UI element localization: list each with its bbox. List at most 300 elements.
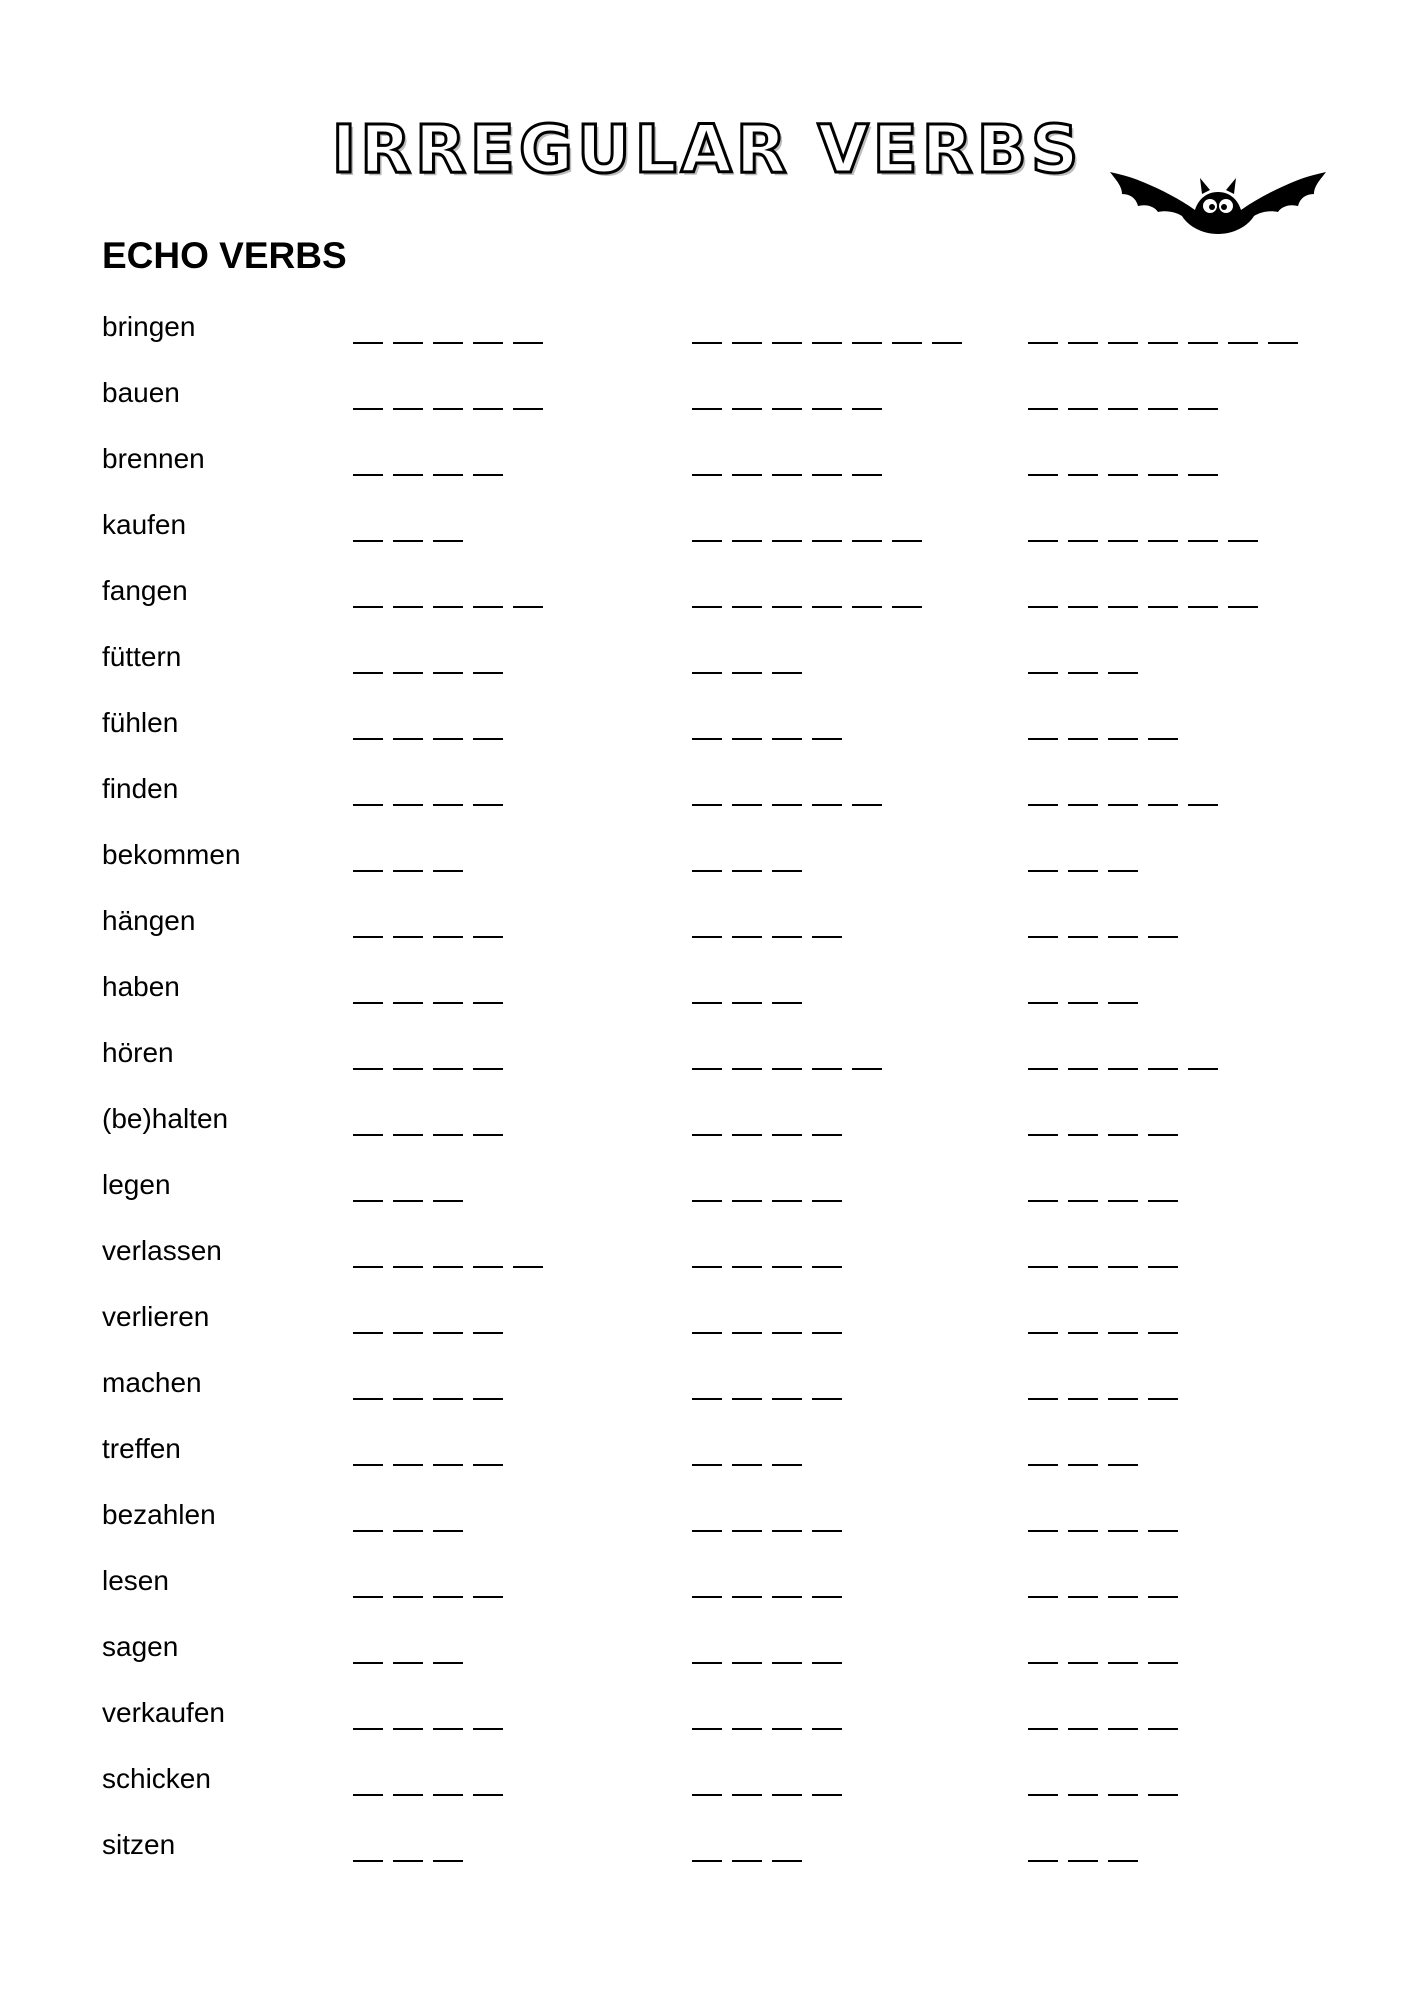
letter-blank[interactable] bbox=[353, 1370, 383, 1400]
letter-blank[interactable] bbox=[772, 1304, 802, 1334]
present-blanks[interactable] bbox=[353, 1766, 513, 1796]
letter-blank[interactable] bbox=[732, 446, 762, 476]
letter-blank[interactable] bbox=[353, 1172, 383, 1202]
letter-blank[interactable] bbox=[1028, 1238, 1058, 1268]
letter-blank[interactable] bbox=[433, 1568, 463, 1598]
letter-blank[interactable] bbox=[1028, 710, 1058, 740]
past-blanks[interactable] bbox=[692, 710, 852, 740]
letter-blank[interactable] bbox=[772, 1040, 802, 1070]
letter-blank[interactable] bbox=[1028, 1172, 1058, 1202]
letter-blank[interactable] bbox=[1148, 1040, 1178, 1070]
letter-blank[interactable] bbox=[1068, 974, 1098, 1004]
letter-blank[interactable] bbox=[772, 974, 802, 1004]
letter-blank[interactable] bbox=[732, 1568, 762, 1598]
letter-blank[interactable] bbox=[433, 842, 463, 872]
letter-blank[interactable] bbox=[433, 1304, 463, 1334]
letter-blank[interactable] bbox=[812, 1568, 842, 1598]
letter-blank[interactable] bbox=[812, 1304, 842, 1334]
letter-blank[interactable] bbox=[1068, 578, 1098, 608]
letter-blank[interactable] bbox=[1068, 1106, 1098, 1136]
letter-blank[interactable] bbox=[393, 1436, 423, 1466]
letter-blank[interactable] bbox=[1028, 578, 1058, 608]
letter-blank[interactable] bbox=[393, 842, 423, 872]
letter-blank[interactable] bbox=[1068, 446, 1098, 476]
letter-blank[interactable] bbox=[473, 578, 503, 608]
past-blanks[interactable] bbox=[692, 1304, 852, 1334]
letter-blank[interactable] bbox=[812, 710, 842, 740]
letter-blank[interactable] bbox=[393, 1568, 423, 1598]
letter-blank[interactable] bbox=[1148, 1634, 1178, 1664]
letter-blank[interactable] bbox=[393, 578, 423, 608]
letter-blank[interactable] bbox=[1108, 314, 1138, 344]
letter-blank[interactable] bbox=[1028, 1040, 1058, 1070]
letter-blank[interactable] bbox=[473, 1106, 503, 1136]
letter-blank[interactable] bbox=[1148, 314, 1178, 344]
letter-blank[interactable] bbox=[353, 380, 383, 410]
letter-blank[interactable] bbox=[513, 314, 543, 344]
letter-blank[interactable] bbox=[1028, 446, 1058, 476]
letter-blank[interactable] bbox=[1108, 776, 1138, 806]
past-blanks[interactable] bbox=[692, 1238, 852, 1268]
letter-blank[interactable] bbox=[1068, 1568, 1098, 1598]
perfect-blanks[interactable] bbox=[1028, 1634, 1188, 1664]
letter-blank[interactable] bbox=[1148, 1172, 1178, 1202]
letter-blank[interactable] bbox=[353, 842, 383, 872]
perfect-blanks[interactable] bbox=[1028, 1568, 1188, 1598]
letter-blank[interactable] bbox=[692, 380, 722, 410]
letter-blank[interactable] bbox=[1148, 710, 1178, 740]
letter-blank[interactable] bbox=[353, 1304, 383, 1334]
letter-blank[interactable] bbox=[812, 1172, 842, 1202]
letter-blank[interactable] bbox=[732, 1238, 762, 1268]
letter-blank[interactable] bbox=[852, 446, 882, 476]
letter-blank[interactable] bbox=[393, 1172, 423, 1202]
letter-blank[interactable] bbox=[1148, 1106, 1178, 1136]
perfect-blanks[interactable] bbox=[1028, 446, 1228, 476]
letter-blank[interactable] bbox=[1188, 512, 1218, 542]
letter-blank[interactable] bbox=[732, 1172, 762, 1202]
letter-blank[interactable] bbox=[1068, 380, 1098, 410]
letter-blank[interactable] bbox=[1148, 1502, 1178, 1532]
letter-blank[interactable] bbox=[1108, 1238, 1138, 1268]
letter-blank[interactable] bbox=[1268, 314, 1298, 344]
letter-blank[interactable] bbox=[692, 710, 722, 740]
letter-blank[interactable] bbox=[732, 1370, 762, 1400]
letter-blank[interactable] bbox=[393, 446, 423, 476]
letter-blank[interactable] bbox=[692, 1832, 722, 1862]
letter-blank[interactable] bbox=[1068, 1436, 1098, 1466]
letter-blank[interactable] bbox=[433, 1436, 463, 1466]
letter-blank[interactable] bbox=[852, 512, 882, 542]
past-blanks[interactable] bbox=[692, 1172, 852, 1202]
letter-blank[interactable] bbox=[393, 512, 423, 542]
letter-blank[interactable] bbox=[1108, 1766, 1138, 1796]
letter-blank[interactable] bbox=[353, 1832, 383, 1862]
perfect-blanks[interactable] bbox=[1028, 1832, 1148, 1862]
letter-blank[interactable] bbox=[1068, 842, 1098, 872]
letter-blank[interactable] bbox=[1228, 512, 1258, 542]
letter-blank[interactable] bbox=[1148, 1568, 1178, 1598]
letter-blank[interactable] bbox=[772, 1766, 802, 1796]
letter-blank[interactable] bbox=[772, 644, 802, 674]
past-blanks[interactable] bbox=[692, 1634, 852, 1664]
letter-blank[interactable] bbox=[393, 974, 423, 1004]
past-blanks[interactable] bbox=[692, 1040, 892, 1070]
letter-blank[interactable] bbox=[1028, 974, 1058, 1004]
letter-blank[interactable] bbox=[1068, 1634, 1098, 1664]
perfect-blanks[interactable] bbox=[1028, 314, 1308, 344]
letter-blank[interactable] bbox=[1028, 776, 1058, 806]
letter-blank[interactable] bbox=[1148, 1238, 1178, 1268]
perfect-blanks[interactable] bbox=[1028, 1238, 1188, 1268]
letter-blank[interactable] bbox=[1108, 1502, 1138, 1532]
letter-blank[interactable] bbox=[1108, 644, 1138, 674]
letter-blank[interactable] bbox=[692, 1238, 722, 1268]
present-blanks[interactable] bbox=[353, 1634, 473, 1664]
letter-blank[interactable] bbox=[473, 1238, 503, 1268]
letter-blank[interactable] bbox=[473, 380, 503, 410]
letter-blank[interactable] bbox=[812, 1700, 842, 1730]
letter-blank[interactable] bbox=[433, 1766, 463, 1796]
letter-blank[interactable] bbox=[473, 446, 503, 476]
letter-blank[interactable] bbox=[772, 1238, 802, 1268]
letter-blank[interactable] bbox=[393, 1634, 423, 1664]
letter-blank[interactable] bbox=[393, 1370, 423, 1400]
letter-blank[interactable] bbox=[1028, 1304, 1058, 1334]
letter-blank[interactable] bbox=[513, 380, 543, 410]
letter-blank[interactable] bbox=[353, 974, 383, 1004]
letter-blank[interactable] bbox=[433, 446, 463, 476]
letter-blank[interactable] bbox=[772, 776, 802, 806]
perfect-blanks[interactable] bbox=[1028, 578, 1268, 608]
letter-blank[interactable] bbox=[772, 1634, 802, 1664]
letter-blank[interactable] bbox=[812, 314, 842, 344]
letter-blank[interactable] bbox=[1108, 842, 1138, 872]
letter-blank[interactable] bbox=[812, 1040, 842, 1070]
letter-blank[interactable] bbox=[772, 512, 802, 542]
letter-blank[interactable] bbox=[732, 710, 762, 740]
letter-blank[interactable] bbox=[353, 1700, 383, 1730]
letter-blank[interactable] bbox=[1108, 710, 1138, 740]
letter-blank[interactable] bbox=[1068, 1172, 1098, 1202]
letter-blank[interactable] bbox=[1108, 1370, 1138, 1400]
letter-blank[interactable] bbox=[473, 1766, 503, 1796]
perfect-blanks[interactable] bbox=[1028, 1040, 1228, 1070]
letter-blank[interactable] bbox=[433, 974, 463, 1004]
letter-blank[interactable] bbox=[393, 314, 423, 344]
letter-blank[interactable] bbox=[1148, 1700, 1178, 1730]
past-blanks[interactable] bbox=[692, 908, 852, 938]
present-blanks[interactable] bbox=[353, 1568, 513, 1598]
letter-blank[interactable] bbox=[513, 578, 543, 608]
present-blanks[interactable] bbox=[353, 1370, 513, 1400]
letter-blank[interactable] bbox=[1148, 512, 1178, 542]
letter-blank[interactable] bbox=[812, 1106, 842, 1136]
letter-blank[interactable] bbox=[732, 1766, 762, 1796]
letter-blank[interactable] bbox=[393, 710, 423, 740]
present-blanks[interactable] bbox=[353, 710, 513, 740]
letter-blank[interactable] bbox=[433, 1700, 463, 1730]
letter-blank[interactable] bbox=[772, 842, 802, 872]
present-blanks[interactable] bbox=[353, 1832, 473, 1862]
letter-blank[interactable] bbox=[1108, 1436, 1138, 1466]
letter-blank[interactable] bbox=[692, 1766, 722, 1796]
letter-blank[interactable] bbox=[393, 380, 423, 410]
letter-blank[interactable] bbox=[353, 512, 383, 542]
letter-blank[interactable] bbox=[1068, 1700, 1098, 1730]
letter-blank[interactable] bbox=[1188, 776, 1218, 806]
letter-blank[interactable] bbox=[772, 1172, 802, 1202]
letter-blank[interactable] bbox=[1148, 1370, 1178, 1400]
letter-blank[interactable] bbox=[732, 380, 762, 410]
letter-blank[interactable] bbox=[1108, 1172, 1138, 1202]
letter-blank[interactable] bbox=[1028, 380, 1058, 410]
letter-blank[interactable] bbox=[692, 512, 722, 542]
letter-blank[interactable] bbox=[1068, 1370, 1098, 1400]
past-blanks[interactable] bbox=[692, 314, 972, 344]
letter-blank[interactable] bbox=[692, 1304, 722, 1334]
letter-blank[interactable] bbox=[1148, 776, 1178, 806]
letter-blank[interactable] bbox=[772, 314, 802, 344]
letter-blank[interactable] bbox=[1148, 578, 1178, 608]
letter-blank[interactable] bbox=[732, 974, 762, 1004]
letter-blank[interactable] bbox=[732, 908, 762, 938]
letter-blank[interactable] bbox=[692, 644, 722, 674]
letter-blank[interactable] bbox=[433, 380, 463, 410]
perfect-blanks[interactable] bbox=[1028, 908, 1188, 938]
letter-blank[interactable] bbox=[732, 1832, 762, 1862]
letter-blank[interactable] bbox=[692, 1700, 722, 1730]
present-blanks[interactable] bbox=[353, 1436, 513, 1466]
letter-blank[interactable] bbox=[732, 314, 762, 344]
perfect-blanks[interactable] bbox=[1028, 644, 1148, 674]
letter-blank[interactable] bbox=[772, 710, 802, 740]
letter-blank[interactable] bbox=[1068, 776, 1098, 806]
letter-blank[interactable] bbox=[433, 1370, 463, 1400]
present-blanks[interactable] bbox=[353, 446, 513, 476]
past-blanks[interactable] bbox=[692, 776, 892, 806]
perfect-blanks[interactable] bbox=[1028, 1700, 1188, 1730]
letter-blank[interactable] bbox=[772, 908, 802, 938]
letter-blank[interactable] bbox=[692, 446, 722, 476]
letter-blank[interactable] bbox=[1108, 1634, 1138, 1664]
letter-blank[interactable] bbox=[1028, 1502, 1058, 1532]
perfect-blanks[interactable] bbox=[1028, 776, 1228, 806]
letter-blank[interactable] bbox=[1068, 1502, 1098, 1532]
letter-blank[interactable] bbox=[732, 578, 762, 608]
letter-blank[interactable] bbox=[692, 1106, 722, 1136]
letter-blank[interactable] bbox=[1028, 314, 1058, 344]
letter-blank[interactable] bbox=[1028, 1634, 1058, 1664]
present-blanks[interactable] bbox=[353, 578, 553, 608]
letter-blank[interactable] bbox=[692, 842, 722, 872]
letter-blank[interactable] bbox=[852, 776, 882, 806]
letter-blank[interactable] bbox=[473, 644, 503, 674]
letter-blank[interactable] bbox=[732, 1304, 762, 1334]
letter-blank[interactable] bbox=[812, 1238, 842, 1268]
past-blanks[interactable] bbox=[692, 1436, 812, 1466]
letter-blank[interactable] bbox=[772, 380, 802, 410]
letter-blank[interactable] bbox=[1148, 446, 1178, 476]
perfect-blanks[interactable] bbox=[1028, 1304, 1188, 1334]
letter-blank[interactable] bbox=[433, 1634, 463, 1664]
letter-blank[interactable] bbox=[353, 446, 383, 476]
letter-blank[interactable] bbox=[1028, 644, 1058, 674]
letter-blank[interactable] bbox=[1028, 1370, 1058, 1400]
letter-blank[interactable] bbox=[1028, 1436, 1058, 1466]
past-blanks[interactable] bbox=[692, 1700, 852, 1730]
letter-blank[interactable] bbox=[1068, 908, 1098, 938]
perfect-blanks[interactable] bbox=[1028, 1766, 1188, 1796]
present-blanks[interactable] bbox=[353, 1040, 513, 1070]
letter-blank[interactable] bbox=[692, 776, 722, 806]
letter-blank[interactable] bbox=[772, 1370, 802, 1400]
letter-blank[interactable] bbox=[772, 1436, 802, 1466]
past-blanks[interactable] bbox=[692, 842, 812, 872]
letter-blank[interactable] bbox=[772, 1106, 802, 1136]
letter-blank[interactable] bbox=[393, 1238, 423, 1268]
letter-blank[interactable] bbox=[353, 1436, 383, 1466]
letter-blank[interactable] bbox=[1068, 710, 1098, 740]
perfect-blanks[interactable] bbox=[1028, 974, 1148, 1004]
letter-blank[interactable] bbox=[393, 1766, 423, 1796]
letter-blank[interactable] bbox=[692, 1634, 722, 1664]
letter-blank[interactable] bbox=[772, 578, 802, 608]
letter-blank[interactable] bbox=[1068, 1304, 1098, 1334]
letter-blank[interactable] bbox=[732, 1502, 762, 1532]
present-blanks[interactable] bbox=[353, 776, 513, 806]
letter-blank[interactable] bbox=[1188, 1040, 1218, 1070]
past-blanks[interactable] bbox=[692, 380, 892, 410]
letter-blank[interactable] bbox=[433, 578, 463, 608]
letter-blank[interactable] bbox=[1028, 842, 1058, 872]
letter-blank[interactable] bbox=[812, 446, 842, 476]
letter-blank[interactable] bbox=[1108, 1304, 1138, 1334]
past-blanks[interactable] bbox=[692, 1106, 852, 1136]
perfect-blanks[interactable] bbox=[1028, 710, 1188, 740]
letter-blank[interactable] bbox=[473, 1436, 503, 1466]
letter-blank[interactable] bbox=[393, 1700, 423, 1730]
letter-blank[interactable] bbox=[433, 1238, 463, 1268]
present-blanks[interactable] bbox=[353, 380, 553, 410]
letter-blank[interactable] bbox=[1108, 1040, 1138, 1070]
present-blanks[interactable] bbox=[353, 1304, 513, 1334]
past-blanks[interactable] bbox=[692, 1502, 852, 1532]
letter-blank[interactable] bbox=[1068, 1766, 1098, 1796]
letter-blank[interactable] bbox=[353, 644, 383, 674]
letter-blank[interactable] bbox=[473, 908, 503, 938]
letter-blank[interactable] bbox=[692, 1370, 722, 1400]
letter-blank[interactable] bbox=[473, 314, 503, 344]
letter-blank[interactable] bbox=[812, 1370, 842, 1400]
past-blanks[interactable] bbox=[692, 1766, 852, 1796]
letter-blank[interactable] bbox=[353, 1040, 383, 1070]
letter-blank[interactable] bbox=[473, 1040, 503, 1070]
past-blanks[interactable] bbox=[692, 1832, 812, 1862]
letter-blank[interactable] bbox=[732, 512, 762, 542]
letter-blank[interactable] bbox=[812, 380, 842, 410]
letter-blank[interactable] bbox=[1188, 446, 1218, 476]
letter-blank[interactable] bbox=[732, 842, 762, 872]
perfect-blanks[interactable] bbox=[1028, 1436, 1148, 1466]
letter-blank[interactable] bbox=[393, 1502, 423, 1532]
letter-blank[interactable] bbox=[1028, 1106, 1058, 1136]
letter-blank[interactable] bbox=[433, 1106, 463, 1136]
letter-blank[interactable] bbox=[433, 908, 463, 938]
letter-blank[interactable] bbox=[433, 1040, 463, 1070]
letter-blank[interactable] bbox=[1068, 512, 1098, 542]
letter-blank[interactable] bbox=[1068, 314, 1098, 344]
perfect-blanks[interactable] bbox=[1028, 842, 1148, 872]
letter-blank[interactable] bbox=[1028, 1832, 1058, 1862]
letter-blank[interactable] bbox=[353, 1766, 383, 1796]
letter-blank[interactable] bbox=[692, 1502, 722, 1532]
letter-blank[interactable] bbox=[1228, 314, 1258, 344]
present-blanks[interactable] bbox=[353, 974, 513, 1004]
past-blanks[interactable] bbox=[692, 1370, 852, 1400]
letter-blank[interactable] bbox=[1028, 1766, 1058, 1796]
letter-blank[interactable] bbox=[812, 1502, 842, 1532]
letter-blank[interactable] bbox=[353, 776, 383, 806]
past-blanks[interactable] bbox=[692, 578, 932, 608]
past-blanks[interactable] bbox=[692, 512, 932, 542]
letter-blank[interactable] bbox=[513, 1238, 543, 1268]
letter-blank[interactable] bbox=[353, 1502, 383, 1532]
letter-blank[interactable] bbox=[1148, 380, 1178, 410]
perfect-blanks[interactable] bbox=[1028, 1502, 1188, 1532]
past-blanks[interactable] bbox=[692, 446, 892, 476]
letter-blank[interactable] bbox=[812, 776, 842, 806]
letter-blank[interactable] bbox=[1068, 1040, 1098, 1070]
letter-blank[interactable] bbox=[1108, 380, 1138, 410]
letter-blank[interactable] bbox=[393, 1040, 423, 1070]
letter-blank[interactable] bbox=[433, 776, 463, 806]
letter-blank[interactable] bbox=[732, 1634, 762, 1664]
letter-blank[interactable] bbox=[1108, 1568, 1138, 1598]
letter-blank[interactable] bbox=[692, 1436, 722, 1466]
perfect-blanks[interactable] bbox=[1028, 1172, 1188, 1202]
letter-blank[interactable] bbox=[692, 1568, 722, 1598]
past-blanks[interactable] bbox=[692, 974, 812, 1004]
letter-blank[interactable] bbox=[772, 1700, 802, 1730]
letter-blank[interactable] bbox=[812, 908, 842, 938]
present-blanks[interactable] bbox=[353, 1502, 473, 1532]
letter-blank[interactable] bbox=[1108, 974, 1138, 1004]
letter-blank[interactable] bbox=[852, 578, 882, 608]
letter-blank[interactable] bbox=[732, 1436, 762, 1466]
letter-blank[interactable] bbox=[393, 776, 423, 806]
letter-blank[interactable] bbox=[433, 1502, 463, 1532]
letter-blank[interactable] bbox=[692, 974, 722, 1004]
letter-blank[interactable] bbox=[692, 1040, 722, 1070]
letter-blank[interactable] bbox=[772, 1568, 802, 1598]
past-blanks[interactable] bbox=[692, 644, 812, 674]
letter-blank[interactable] bbox=[393, 908, 423, 938]
letter-blank[interactable] bbox=[692, 1172, 722, 1202]
letter-blank[interactable] bbox=[692, 314, 722, 344]
letter-blank[interactable] bbox=[732, 1040, 762, 1070]
letter-blank[interactable] bbox=[772, 446, 802, 476]
letter-blank[interactable] bbox=[1068, 1832, 1098, 1862]
letter-blank[interactable] bbox=[393, 1304, 423, 1334]
letter-blank[interactable] bbox=[732, 776, 762, 806]
present-blanks[interactable] bbox=[353, 1700, 513, 1730]
letter-blank[interactable] bbox=[892, 578, 922, 608]
letter-blank[interactable] bbox=[732, 1700, 762, 1730]
letter-blank[interactable] bbox=[892, 512, 922, 542]
present-blanks[interactable] bbox=[353, 908, 513, 938]
letter-blank[interactable] bbox=[473, 776, 503, 806]
